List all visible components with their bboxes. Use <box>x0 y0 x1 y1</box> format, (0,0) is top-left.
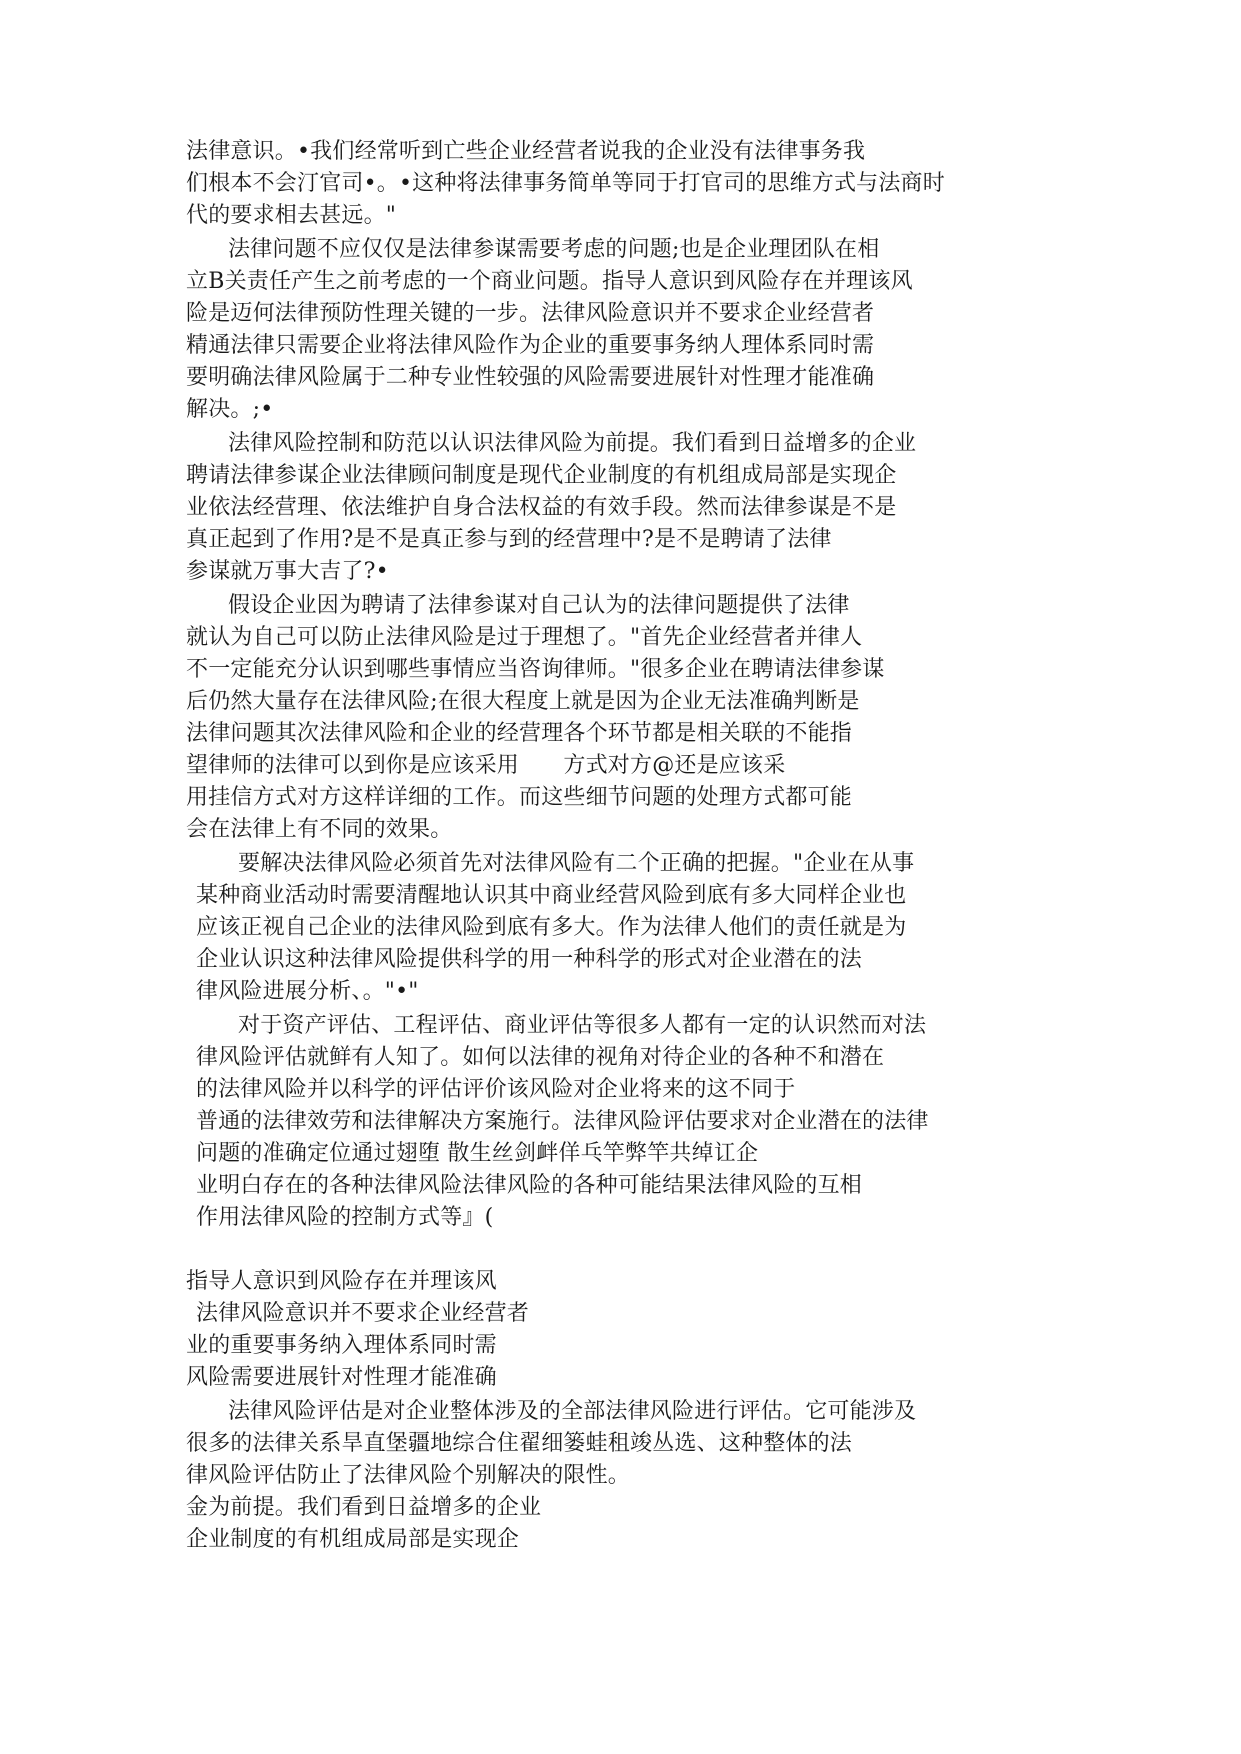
text-line: 业明白存在的各种法律风险法律风险的各种可能结果法律风险的互相 <box>196 1173 863 1198</box>
text-line: 风险需要进展针对性理才能准确 <box>186 1365 497 1390</box>
text-line: 要明确法律风险属于二种专业性较强的风险需要进展针对性理才能准确 <box>186 365 875 390</box>
text-line: 望律师的法律可以到你是应该采用 方式对方@还是应该采 <box>186 753 786 778</box>
text-line: 真正起到了作用?是不是真正参与到的经营理中?是不是聘请了法律 <box>186 527 832 552</box>
text-line: 业依法经营理、依法维护自身合法权益的有效手段。然而法律参谋是不是 <box>186 495 897 520</box>
text-line: 律风险评估防止了法律风险个别解决的限性。 <box>186 1463 631 1488</box>
text-line: 法律问题其次法律风险和企业的经营理各个环节都是相关联的不能指 <box>186 721 853 746</box>
text-line: 聘请法律参谋企业法律顾问制度是现代企业制度的有机组成局部是实现企 <box>186 463 897 488</box>
text-line: 法律意识。•我们经常听到亡些企业经营者说我的企业没有法律事务我 <box>186 139 866 164</box>
text-line: 指导人意识到风险存在并理该风 <box>186 1269 497 1294</box>
text-line: 普通的法律效劳和法律解决方案施行。法律风险评估要求对企业潜在的法律 <box>196 1109 929 1134</box>
text-line: 法律风险意识并不要求企业经营者 <box>196 1301 530 1326</box>
text-line: 参谋就万事大吉了?• <box>186 559 389 584</box>
text-line: 立B关责任产生之前考虑的一个商业问题。指导人意识到风险存在并理该风 <box>186 269 913 294</box>
text-line: 假设企业因为聘请了法律参谋对自己认为的法律问题提供了法律 <box>228 593 850 618</box>
text-line: 们根本不会汀官司•。•这种将法律事务简单等同于打官司的思维方式与法商时 <box>186 171 945 196</box>
text-line: 律风险评估就鲜有人知了。如何以法律的视角对待企业的各种不和潜在 <box>196 1045 885 1070</box>
text-line: 法律风险控制和防范以认识法律风险为前提。我们看到日益增多的企业 <box>228 431 917 456</box>
text-line: 险是迈何法律预防性理关键的一步。法律风险意识并不要求企业经营者 <box>186 301 875 326</box>
text-line: 不一定能充分认识到哪些事情应当咨询律师。"很多企业在聘请法律参谋 <box>186 657 885 682</box>
text-line: 企业制度的有机组成局部是实现企 <box>186 1527 520 1552</box>
text-line: 企业认识这种法律风险提供科学的用一种科学的形式对企业潜在的法 <box>196 947 863 972</box>
text-line: 法律问题不应仅仅是法律参谋需要考虑的问题;也是企业理团队在相 <box>228 237 880 262</box>
text-line: 应该正视自己企业的法律风险到底有多大。作为法律人他们的责任就是为 <box>196 915 907 940</box>
text-line: 就认为自己可以防止法律风险是过于理想了。"首先企业经营者并律人 <box>186 625 863 650</box>
text-line: 用挂信方式对方这样详细的工作。而这些细节问题的处理方式都可能 <box>186 785 853 810</box>
text-line: 作用法律风险的控制方式等』( <box>196 1205 494 1230</box>
text-line: 对于资产评估、工程评估、商业评估等很多人都有一定的认识然而对法 <box>238 1013 927 1038</box>
text-line: 会在法律上有不同的效果。 <box>186 817 453 842</box>
text-line: 的法律风险并以科学的评估评价该风险对企业将来的这不同于 <box>196 1077 796 1102</box>
text-line: 解决。;• <box>186 397 274 422</box>
text-line: 法律风险评估是对企业整体涉及的全部法律风险进行评估。它可能涉及 <box>228 1399 917 1424</box>
text-line: 很多的法律关系旱直堡疆地综合住翟细篓蛙租竣丛选、这种整体的法 <box>186 1431 853 1456</box>
text-line: 精通法律只需要企业将法律风险作为企业的重要事务纳人理体系同时需 <box>186 333 875 358</box>
text-line: 要解决法律风险必须首先对法律风险有二个正确的把握。"企业在从事 <box>238 851 915 876</box>
text-line: 问题的准确定位通过翅堕 散生丝剑衅佯乓竿弊竿共绰讧企 <box>196 1141 759 1166</box>
text-line: 某种商业活动时需要清醒地认识其中商业经营风险到底有多大同样企业也 <box>196 883 907 908</box>
text-line: 代的要求相去甚远。" <box>186 203 397 228</box>
text-line: 业的重要事务纳入理体系同时需 <box>186 1333 497 1358</box>
text-line: 后仍然大量存在法律风险;在很大程度上就是因为企业无法准确判断是 <box>186 689 860 714</box>
text-line: 律风险进展分析、。"•" <box>196 979 419 1004</box>
text-line: 金为前提。我们看到日益增多的企业 <box>186 1495 542 1520</box>
